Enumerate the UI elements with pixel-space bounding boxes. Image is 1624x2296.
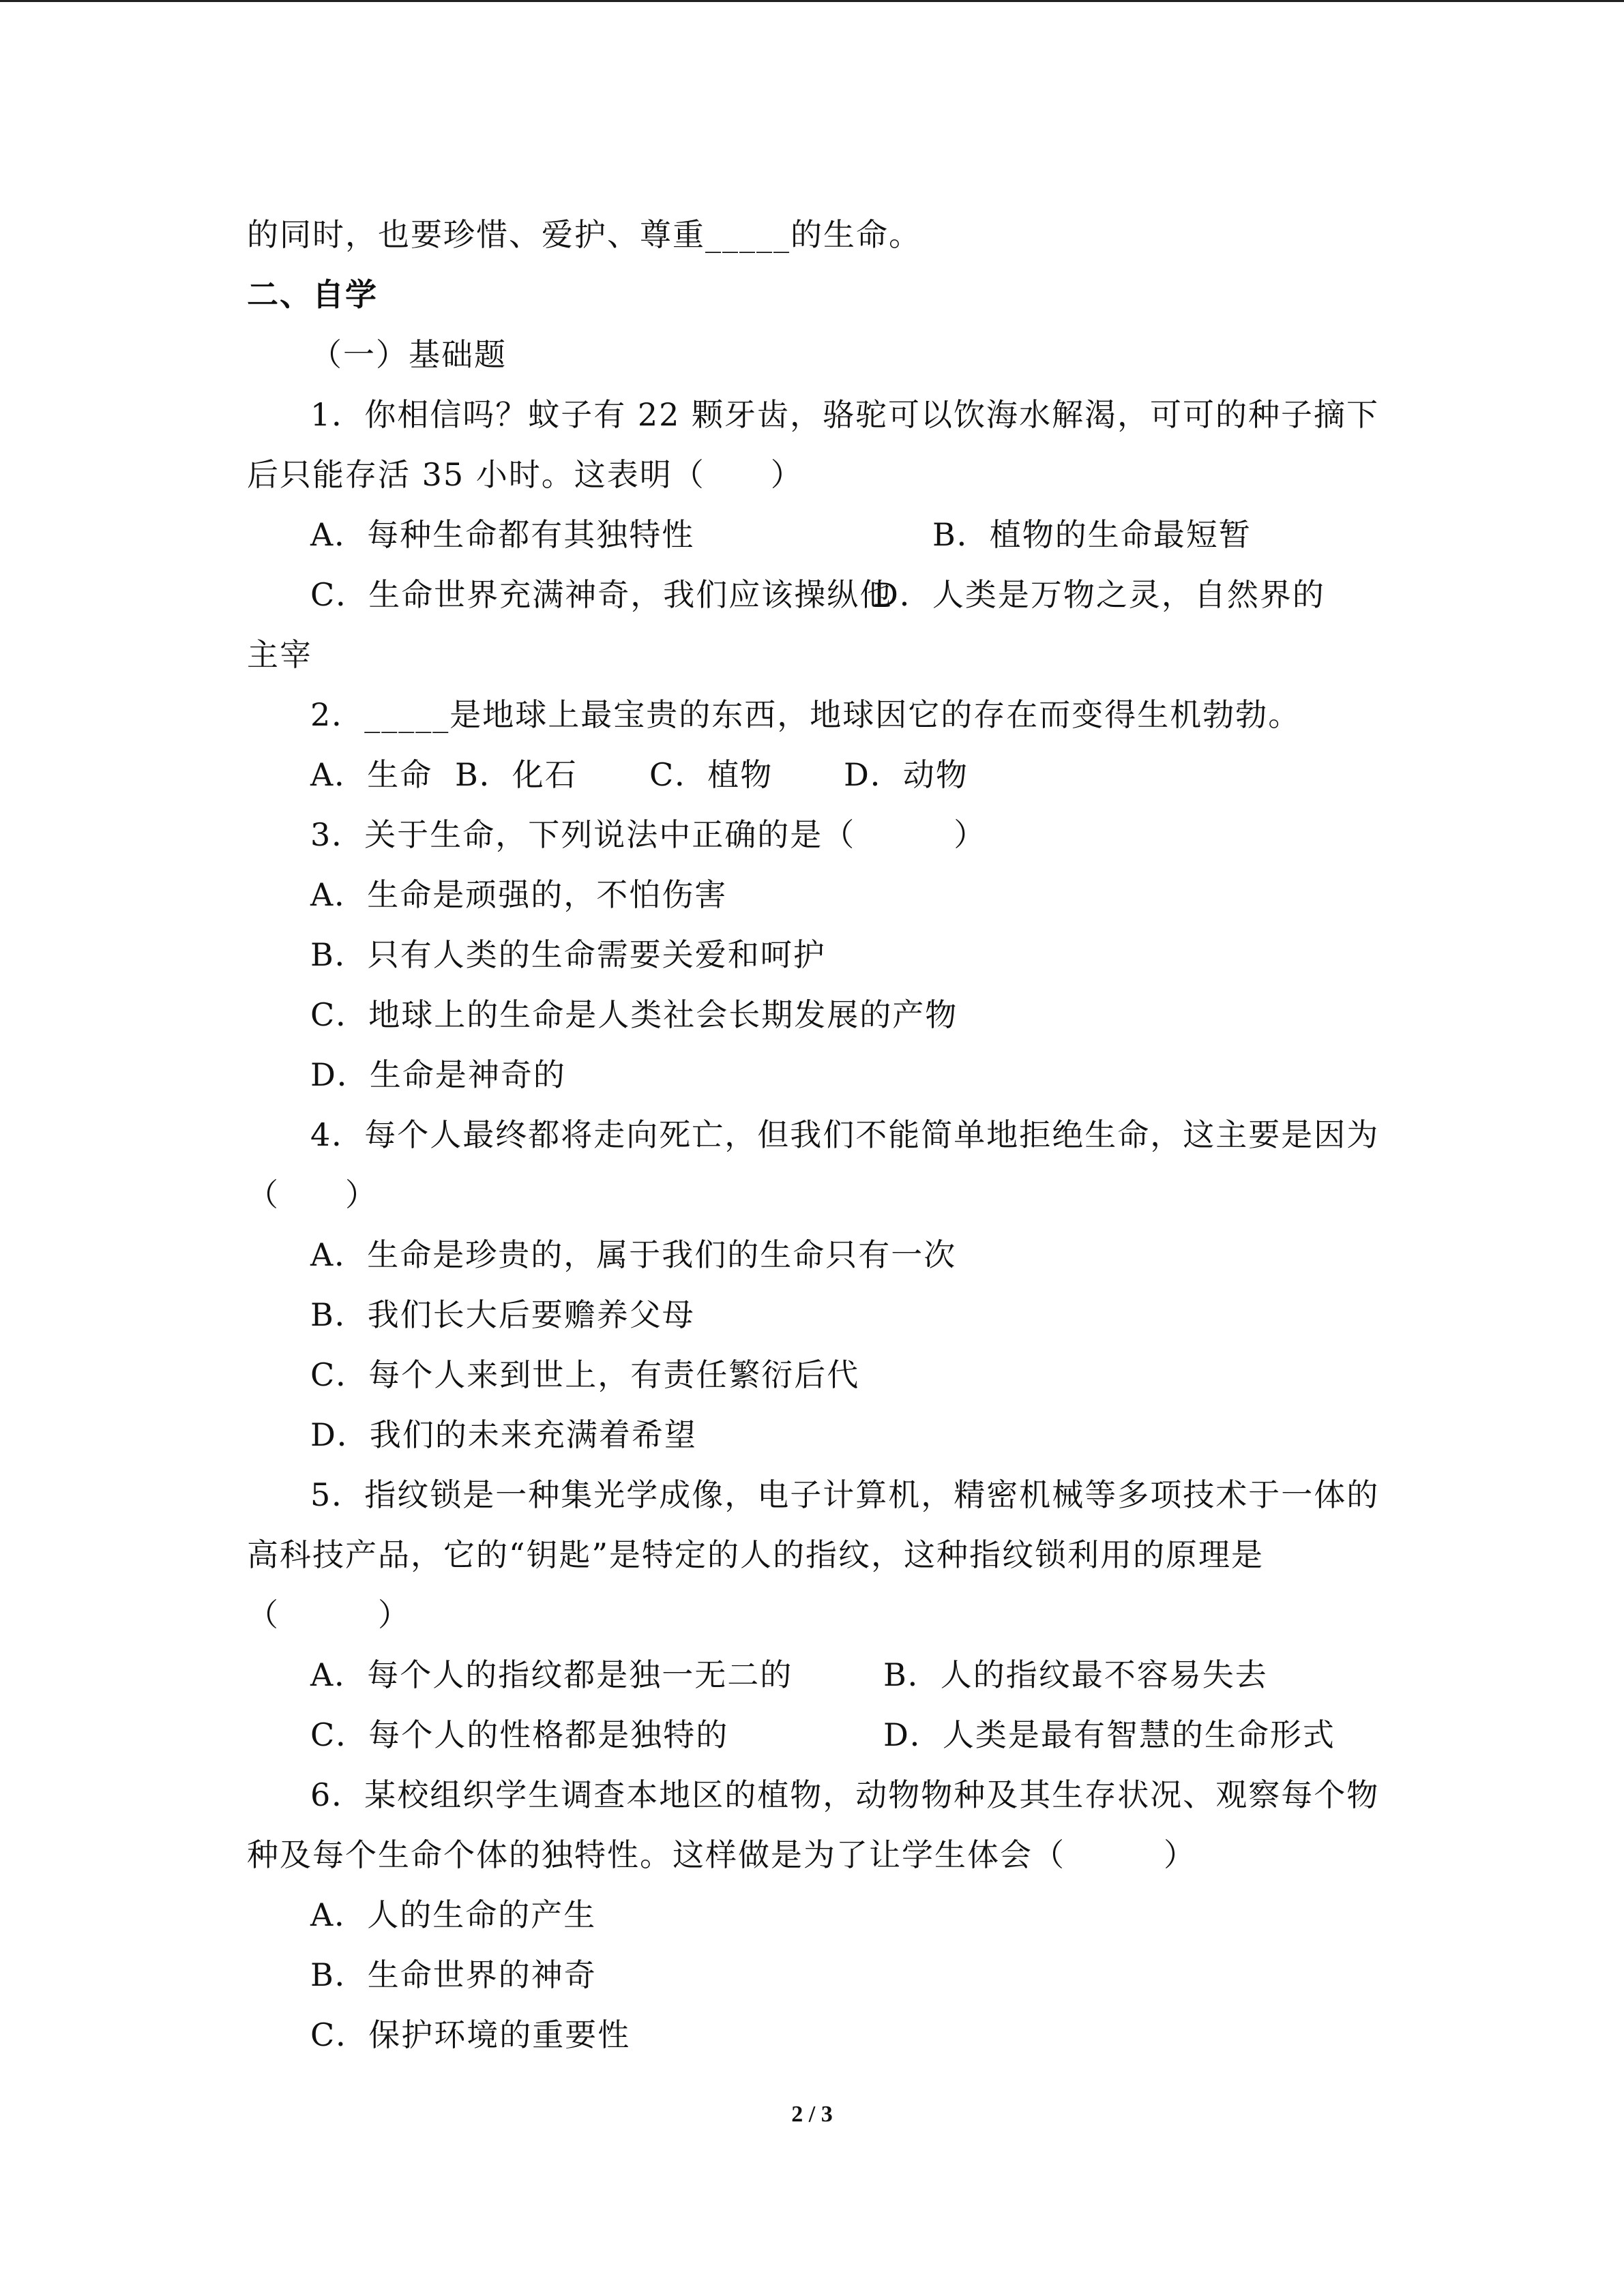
question-2-options (247, 745, 1379, 805)
question-3-stem: 3．关于生命，下列说法中正确的是（ ） (310, 816, 987, 853)
question-5-option-d: D．人类是最有智慧的生命形式 (883, 1716, 1335, 1753)
question-5-options-cd (247, 1705, 1379, 1765)
question-2-stem: 2．_____是地球上最宝贵的东西，地球因它的存在而变得生机勃勃。 (310, 696, 1301, 733)
document-body (247, 205, 1379, 2065)
question-5-option-c: C．每个人的性格都是独特的 (310, 1716, 729, 1753)
question-1-option-d: D．人类是万物之灵，自然界的 (873, 576, 1325, 613)
question-3-option-a: A．生命是顽强的，不怕伤害 (310, 876, 728, 913)
question-1-options-ab (247, 505, 1379, 565)
question-5-answer-blank: （ ） (247, 1596, 411, 1633)
subsection-heading-basic: （一）基础题 (310, 336, 507, 373)
question-6-option-a: A．人的生命的产生 (310, 1896, 597, 1933)
question-1-option-c: C．生命世界充满神奇，我们应该操纵他 (310, 576, 893, 613)
question-1-option-b: B．植物的生命最短暂 (932, 516, 1252, 553)
section-heading-self-study: 二、自学 (247, 276, 378, 313)
question-2-option-d: D．动物 (844, 756, 969, 793)
question-3-option-b: B．只有人类的生命需要关爱和呵护 (310, 936, 826, 973)
question-1-option-a: A．每种生命都有其独特性 (310, 516, 695, 553)
question-1-stem-cont: 后只能存活 35 小时。这表明（ ） (247, 456, 803, 493)
question-6-option-b: B．生命世界的神奇 (310, 1956, 597, 1993)
question-1-stem: 1．你相信吗？蚊子有 22 颗牙齿，骆驼可以饮海水解渴，可可的种子摘下 (310, 396, 1380, 433)
question-5-stem: 5．指纹锁是一种集光学成像，电子计算机，精密机械等多项技术于一体的 (310, 1476, 1380, 1513)
page-top-border (0, 0, 1624, 2)
question-5-options-ab (247, 1645, 1379, 1705)
question-2-option-a: A．生命 (310, 756, 433, 793)
question-4-stem-cont: （ ） (247, 1176, 378, 1213)
question-4-option-b: B．我们长大后要赡养父母 (310, 1296, 695, 1333)
question-2-option-c: C．植物 (649, 756, 773, 793)
question-1-option-d-cont: 主宰 (247, 636, 312, 673)
question-4-option-c: C．每个人来到世上，有责任繁衍后代 (310, 1356, 860, 1393)
question-2-option-b: B．化石 (455, 756, 578, 793)
question-6-stem-cont: 种及每个生命个体的独特性。这样做是为了让学生体会（ ） (247, 1836, 1196, 1873)
question-3-option-d: D．生命是神奇的 (310, 1056, 566, 1093)
question-1-options-cd (247, 565, 1379, 625)
page-number: 2 / 3 (791, 2102, 833, 2127)
question-6-stem: 6．某校组织学生调查本地区的植物，动物物种及其生存状况、观察每个物 (310, 1776, 1380, 1813)
text-line-intro: 的同时，也要珍惜、爱护、尊重_____的生命。 (247, 216, 921, 253)
question-5-option-a: A．每个人的指纹都是独一无二的 (310, 1656, 793, 1693)
question-6-option-c: C．保护环境的重要性 (310, 2016, 631, 2053)
question-3-option-c: C．地球上的生命是人类社会长期发展的产物 (310, 996, 958, 1033)
question-5-option-b: B．人的指纹最不容易失去 (883, 1656, 1268, 1693)
question-4-option-d: D．我们的未来充满着希望 (310, 1416, 697, 1453)
question-4-option-a: A．生命是珍贵的，属于我们的生命只有一次 (310, 1236, 957, 1273)
question-4-stem: 4．每个人最终都将走向死亡，但我们不能简单地拒绝生命，这主要是因为 (310, 1116, 1380, 1153)
question-5-stem-cont: 高科技产品，它的“钥匙”是特定的人的指纹，这种指纹锁利用的原理是 (247, 1536, 1265, 1573)
